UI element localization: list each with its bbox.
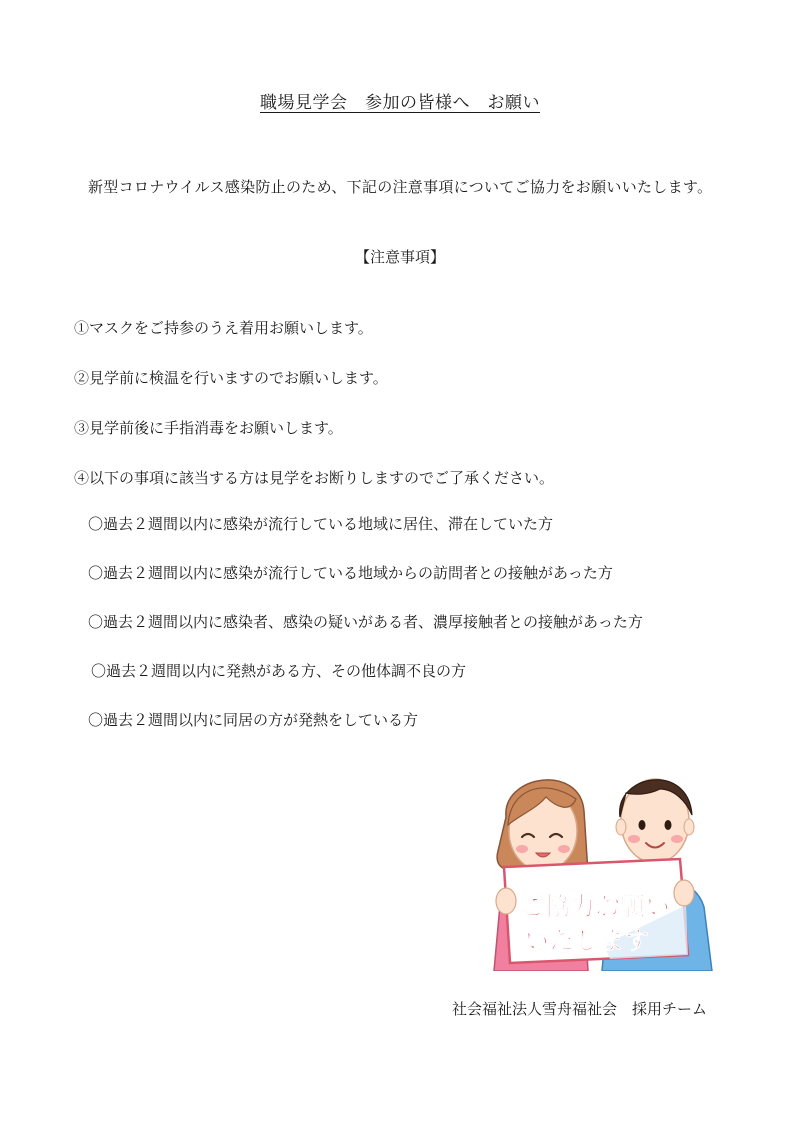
sign-board [504,859,688,963]
condition-item-visitor-contact: 〇過去２週間以内に感染が流行している地域からの訪問者との接触があった方 [88,564,613,582]
page-title-text: 職場見学会 参加の皆様へ お願い [260,93,540,113]
notice-item-mask: ①マスクをご持参のうえ着用お願いします。 [74,319,373,337]
condition-item-infected-contact: 〇過去２週間以内に感染者、感染の疑いがある者、濃厚接触者との接触があった方 [88,613,643,631]
sign-text-line1: ご協力お願い [520,892,671,921]
intro-paragraph: 新型コロナウイルス感染防止のため、下記の注意事項についてご協力をお願いいたします。 [88,178,713,196]
section-heading: 【注意事項】 [354,248,445,266]
sign-text-line2: いたします [524,926,650,955]
notice-item-disinfection: ③見学前後に手指消毒をお願いします。 [74,419,343,437]
notice-list [74,318,774,518]
condition-item-fever: 〇過去２週間以内に発熱がある方、その他体調不良の方 [91,662,467,680]
refusal-conditions-list [88,514,788,759]
cooperation-illustration [484,755,716,971]
notice-item-refusal: ④以下の事項に該当する方は見学をお断りしますのでご了承ください。 [74,469,555,487]
couple-holding-sign-illustration [484,755,716,971]
signature: 社会福祉法人雪舟福祉会 採用チーム [452,1000,708,1018]
notice-item-temperature: ②見学前に検温を行いますのでお願いします。 [74,369,388,387]
left-hand-icon [496,888,516,914]
page-title [0,88,800,113]
right-hand-icon [674,880,694,906]
condition-item-household-fever: 〇過去２週間以内に同居の方が発熱をしている方 [88,711,419,729]
condition-item-residence: 〇過去２週間以内に感染が流行している地域に居住、滞在していた方 [88,515,554,533]
